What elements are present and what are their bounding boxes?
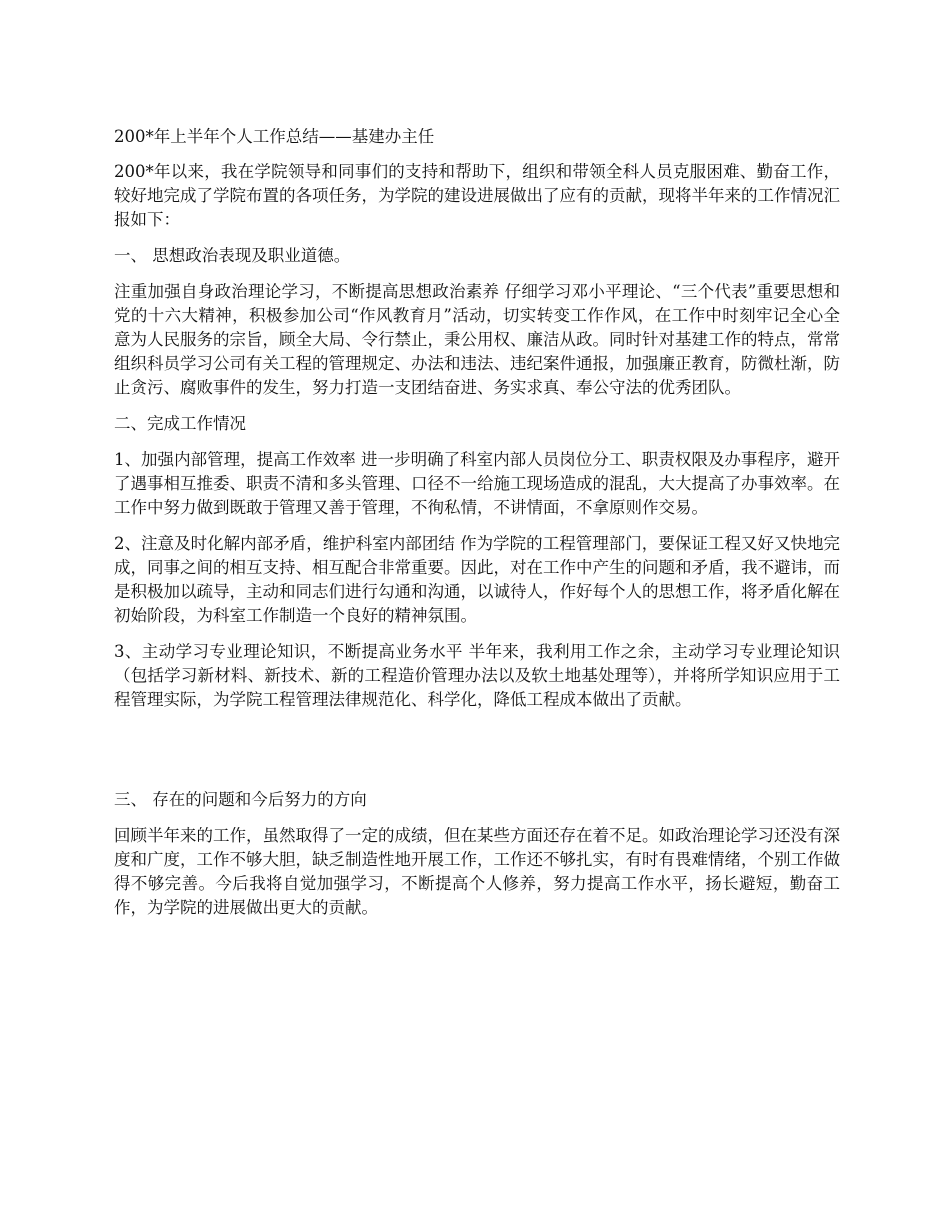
work-item-3: 3、主动学习专业理论知识，不断提高业务水平 半年来，我利用工作之余，主动学习专业理论知识（包括学习新材料、新技术、新的工程造价管理办法以及软土地基处理等），并将所学知识应用于工程管理实际，为学院工程管理法律规范化、科学化，降低工程成本做出了贡献。 [114,642,840,709]
section-3-paragraph: 回顾半年来的工作，虽然取得了一定的成绩，但在某些方面还存在着不足。如政治理论学习还没有深度和广度，工作不够大胆，缺乏制造性地开展工作，工作还不够扎实，有时有畏难情绪，个别工作做得不够完善。今后我将自觉加强学习，不断提高个人修养，努力提高工作水平，扬长避短，勤奋工作，为学院的进展做出更大的贡献。 [114,826,840,917]
document-title: 200*年上半年个人工作总结——基建办主任 [114,127,435,146]
blank-spacer [114,724,840,788]
section-1-paragraph: 注重加强自身政治理论学习，不断提高思想政治素养 仔细学习邓小平理论、“三个代表”重要思想和党的十六大精神，积极参加公司“作风教育月”活动，切实转变工作作风，在工作中时刻牢记全心全意为人民服务的宗旨，顾全大局、令行禁止，秉公用权、廉洁从政。同时针对基建工作的特点，常常组织科员学习公司有关工程的管理规定、办法和违法、违纪案件通报，加强廉正教育，防微杜渐，防止贪污、腐败事件的发生，努力打造一支团结奋进、务实求真、奉公守法的优秀团队。 [114,282,840,397]
section-heading-1: 一、 思想政治表现及职业道德。 [114,246,351,265]
work-item-2: 2、注意及时化解内部矛盾，维护科室内部团结 作为学院的工程管理部门，要保证工程又好又快地完成，同事之间的相互支持、相互配合非常重要。因此，对在工作中产生的问题和矛盾，我不避讳，而是积极加以疏导，主动和同志们进行勾通和沟通，以诚待人，作好每个人的思想工作，将矛盾化解在初始阶段，为科室工作制造一个良好的精神氛围。 [114,534,840,625]
section-heading-3: 三、 存在的问题和今后努力的方向 [114,790,367,809]
work-item-1: 1、加强内部管理，提高工作效率 进一步明确了科室内部人员岗位分工、职责权限及办事程序，避开了遇事相互推委、职责不清和多头管理、口径不一给施工现场造成的混乱，大大提高了办事效率。在工作中努力做到既敢于管理又善于管理，不徇私情，不讲情面，不拿原则作交易。 [114,450,840,517]
intro-paragraph: 200*年以来，我在学院领导和同事们的支持和帮助下，组织和带领全科人员克服困难、勤奋工作，较好地完成了学院布置的各项任务，为学院的建设进展做出了应有的贡献，现将半年来的工作情况汇报如下： [114,162,840,229]
document-body [114,125,840,932]
section-heading-2: 二、完成工作情况 [114,414,246,433]
